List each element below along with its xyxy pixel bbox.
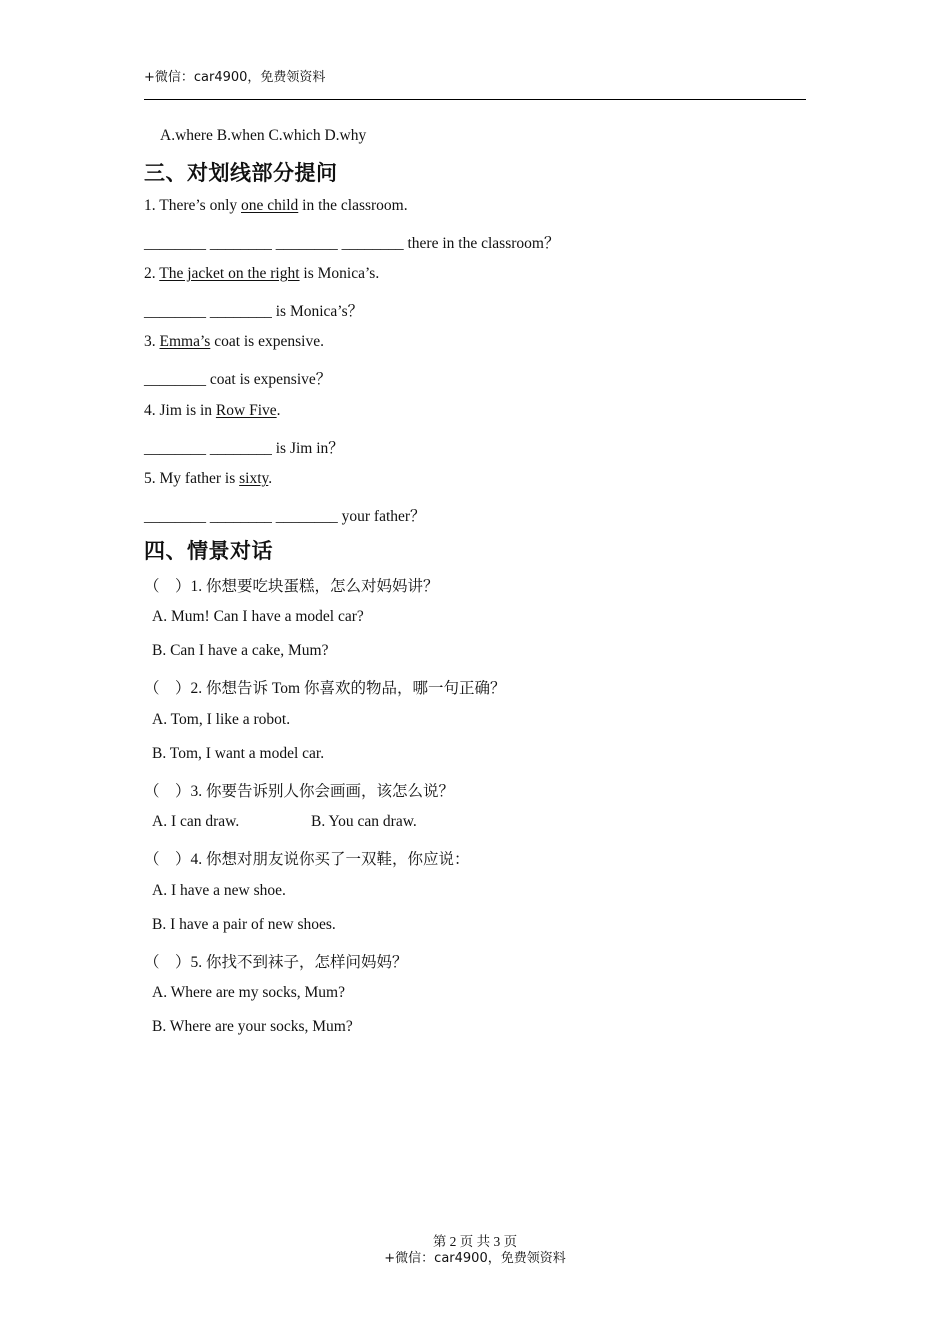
header-rule [144, 99, 806, 100]
dialogue-option-1b: B. Can I have a cake, Mum? [152, 642, 329, 659]
section-4-title: 四、情景对话 [144, 538, 273, 563]
dialogue-option-1a: A. Mum! Can I have a model car? [152, 608, 364, 625]
underlined-part: Emma’s [159, 333, 211, 350]
dialogue-option-5b: B. Where are your socks, Mum? [152, 1018, 353, 1035]
dialogue-option-3a: A. I can draw. [152, 813, 240, 830]
dialogue-option-5a: A. Where are my socks, Mum? [152, 984, 345, 1001]
question-4: 4. Jim is in Row Five. [144, 402, 281, 419]
question-3: 3. Emma’s coat is expensive. [144, 333, 324, 350]
dialogue-option-4b: B. I have a pair of new shoes. [152, 916, 336, 933]
question-5: 5. My father is sixty. [144, 470, 273, 487]
answer-line-5: ________ ________ ________ your father？ [144, 508, 426, 525]
dialogue-question-2: （ ）2. 你想告诉 Tom 你喜欢的物品，哪一句正确？ [144, 680, 506, 697]
dialogue-question-4: （ ）4. 你想对朋友说你买了一双鞋，你应说： [144, 851, 470, 868]
dialogue-question-3: （ ）3. 你要告诉别人你会画画，该怎么说？ [144, 783, 455, 800]
underlined-part: Row Five [215, 402, 277, 419]
dialogue-option-4a: A. I have a new shoe. [152, 882, 286, 899]
underlined-part: one child [241, 197, 299, 214]
underlined-part: The jacket on the right [159, 265, 300, 282]
dialogue-question-1: （ ）1. 你想要吃块蛋糕，怎么对妈妈讲？ [144, 578, 439, 595]
dialogue-option-2b: B. Tom, I want a model car. [152, 745, 325, 762]
dialogue-question-5: （ ）5. 你找不到袜子，怎样问妈妈？ [144, 954, 408, 971]
section-3-title: 三、对划线部分提问 [144, 160, 338, 185]
page-number: 第 2 页 共 3 页 [432, 1234, 518, 1249]
question-2: 2. The jacket on the right is Monica’s. [144, 265, 380, 282]
page-footer: +微信：car4900，免费领资料 [384, 1251, 566, 1266]
answer-line-1: ________ ________ ________ ________ there in the classroom？ [144, 235, 560, 252]
dialogue-option-3b: B. You can draw. [311, 813, 417, 830]
answer-line-3: ________ coat is expensive？ [144, 371, 332, 388]
dialogue-option-2a: A. Tom, I like a robot. [152, 711, 291, 728]
answer-line-4: ________ ________ is Jim in？ [144, 440, 344, 457]
page-header: +微信：car4900，免费领资料 [144, 70, 326, 85]
underlined-part: sixty [239, 470, 269, 487]
question-1: 1. There’s only one child in the classroom. [144, 197, 408, 214]
answer-line-2: ________ ________ is Monica’s？ [144, 303, 364, 320]
previous-question-options: A.where B.when C.which D.why [160, 127, 367, 144]
